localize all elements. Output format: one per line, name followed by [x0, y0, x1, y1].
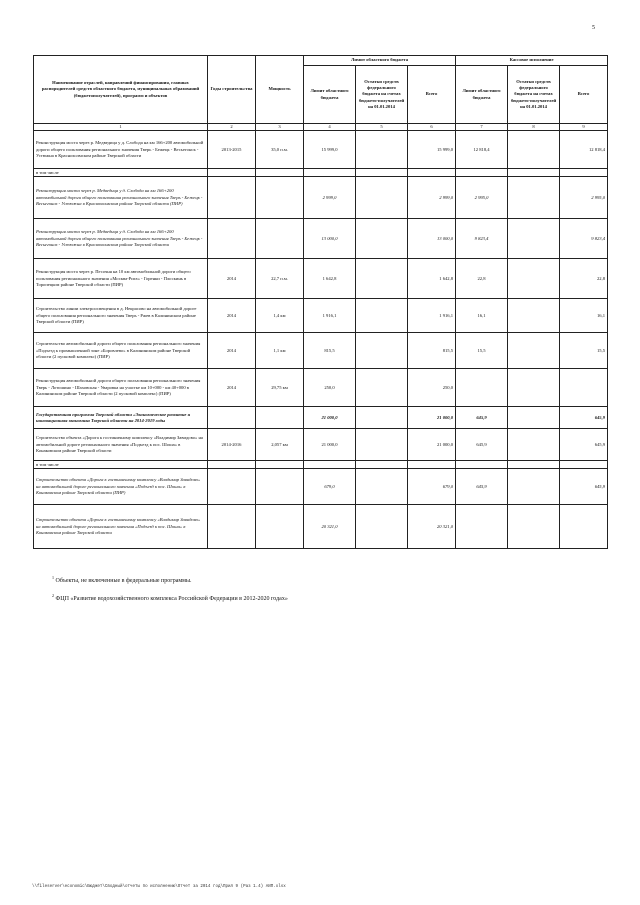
footnote	[52, 574, 288, 585]
cash-total-cell: 9 823,4	[560, 219, 608, 259]
table-row	[34, 429, 608, 461]
table-row	[34, 505, 608, 549]
table-row	[34, 259, 608, 299]
years-cell	[208, 461, 256, 469]
power-cell: 35,0 п.м.	[256, 131, 304, 169]
remains-cell	[356, 219, 408, 259]
footnote-mark: 2	[52, 593, 54, 598]
file-path-footer: \\fileserver\economic\Бюджет\Сводный\отчеты по исполнению\Отчет за 2014 год\Прил 9 (Раз 1.4) АИП.xlsx	[32, 885, 286, 889]
total-cell: 815,5	[408, 333, 456, 369]
header-cash-group: Кассовое исполнение	[456, 56, 608, 66]
footnote	[52, 592, 288, 603]
object-name-cell: Реконструкция моста через р. Медведица у д. Слобода на км 166+200 автомобильной дороги общего пользования регионального значения Тверь - Бежецк - Весьегонск - Устюжна в Краснохолмском районе Тверской области	[34, 219, 208, 259]
cash-limit-cell: 16,1	[456, 299, 508, 333]
table-row	[34, 177, 608, 219]
limit-cell	[304, 169, 356, 177]
column-number-row	[34, 124, 608, 131]
column-number: 8	[508, 124, 560, 131]
cash-total-cell: 15,5	[560, 333, 608, 369]
object-name-cell: Строительство автомобильной дороги общего пользования регионального значения «Подъезд к промышленной зоне «Боровлево» в Калининском районе Тверской области (2 пусковой комплекс) (ПИР)	[34, 333, 208, 369]
footnote-mark: 1	[52, 575, 54, 580]
limit-cell: 815,5	[304, 333, 356, 369]
object-name-cell: Реконструкция моста через р. Песочня на 10 км автомобильной дороги общего пользования регионального значения «Москва-Рига» - Горенки - Плоскинь в Торопецком районе Тверской области (ПИР)	[34, 259, 208, 299]
limit-cell: 15 999,0	[304, 131, 356, 169]
table-row	[34, 407, 608, 429]
limit-cell: 2 999,0	[304, 177, 356, 219]
years-cell: 2014	[208, 369, 256, 407]
cash-remains-cell	[508, 429, 560, 461]
years-cell	[208, 469, 256, 505]
column-number: 4	[304, 124, 356, 131]
table-row	[34, 333, 608, 369]
cash-total-cell	[560, 505, 608, 549]
cash-total-cell: 2 995,0	[560, 177, 608, 219]
remains-cell	[356, 333, 408, 369]
cash-limit-cell: 12 818,4	[456, 131, 508, 169]
remains-cell	[356, 461, 408, 469]
cash-limit-cell	[456, 369, 508, 407]
years-cell	[208, 177, 256, 219]
cash-remains-cell	[508, 505, 560, 549]
object-name-cell: Строительство объекта «Дорога к гостиничному комплексу «Владимир Завидово» на автомобильной дороге регионального значения «Подъезд к пос. Шоша» в Конаковском районе Тверской области (ПИР)	[34, 469, 208, 505]
power-cell	[256, 219, 304, 259]
remains-cell	[356, 169, 408, 177]
years-cell: 2014	[208, 299, 256, 333]
header-years: Годы строительства	[208, 56, 256, 124]
limit-cell: 13 000,0	[304, 219, 356, 259]
total-cell: 13 000,0	[408, 219, 456, 259]
power-cell: 1,1 км	[256, 333, 304, 369]
table-row	[34, 169, 608, 177]
years-cell: 2014-2016	[208, 429, 256, 461]
years-cell	[208, 407, 256, 429]
cash-remains-cell	[508, 131, 560, 169]
cash-limit-cell	[456, 461, 508, 469]
total-cell	[408, 461, 456, 469]
years-cell: 2014	[208, 259, 256, 299]
remains-cell	[356, 407, 408, 429]
limit-cell: 20 321,0	[304, 505, 356, 549]
remains-cell	[356, 299, 408, 333]
remains-cell	[356, 259, 408, 299]
total-cell: 250,0	[408, 369, 456, 407]
column-number: 7	[456, 124, 508, 131]
cash-remains-cell	[508, 259, 560, 299]
cash-remains-cell	[508, 299, 560, 333]
total-cell: 21 000,0	[408, 429, 456, 461]
cash-total-cell	[560, 169, 608, 177]
power-cell: 1,4 км	[256, 299, 304, 333]
cash-limit-cell: 645,9	[456, 429, 508, 461]
object-name-cell: Реконструкция автомобильной дороги общего пользования регионального значения Тверь - Лотошино - Шаховская - Уваровка на участке км 10+000 - км 40+000 в Калининском районе Тверской области (2 пусковой комплекс) (ПИР)	[34, 369, 208, 407]
table-row	[34, 131, 608, 169]
object-name-cell: Государственная программа Тверской области «Экономическое развитие и инновационная экономика Тверской области на 2014-2019 годы	[34, 407, 208, 429]
table-row	[34, 461, 608, 469]
years-cell	[208, 169, 256, 177]
column-number: 2	[208, 124, 256, 131]
remains-cell	[356, 469, 408, 505]
years-cell	[208, 219, 256, 259]
column-number: 5	[356, 124, 408, 131]
cash-limit-cell: 645,9	[456, 469, 508, 505]
power-cell: 29,75 км	[256, 369, 304, 407]
power-cell	[256, 407, 304, 429]
cash-total-cell	[560, 461, 608, 469]
cash-remains-cell	[508, 369, 560, 407]
cash-limit-cell: 15,5	[456, 333, 508, 369]
limit-cell: 1 916,1	[304, 299, 356, 333]
header-limit-obl: Лимит областного бюджета	[304, 66, 356, 124]
years-cell: 2013-2015	[208, 131, 256, 169]
remains-cell	[356, 429, 408, 461]
cash-total-cell	[560, 369, 608, 407]
power-cell: 2,057 км	[256, 429, 304, 461]
header-cash-limit-obl: Лимит областного бюджета	[456, 66, 508, 124]
limit-cell: 21 000,0	[304, 429, 356, 461]
cash-remains-cell	[508, 177, 560, 219]
table-row	[34, 299, 608, 333]
remains-cell	[356, 177, 408, 219]
limit-cell: 1 642,8	[304, 259, 356, 299]
limit-cell: 21 000,0	[304, 407, 356, 429]
total-cell: 1 642,8	[408, 259, 456, 299]
cash-remains-cell	[508, 219, 560, 259]
cash-total-cell: 645,9	[560, 469, 608, 505]
years-cell: 2014	[208, 333, 256, 369]
cash-limit-cell	[456, 169, 508, 177]
header-cash-total: Всего	[560, 66, 608, 124]
total-cell: 1 916,1	[408, 299, 456, 333]
cash-limit-cell: 2 995,0	[456, 177, 508, 219]
years-cell	[208, 505, 256, 549]
limit-cell	[304, 461, 356, 469]
power-cell	[256, 169, 304, 177]
cash-total-cell: 645,9	[560, 429, 608, 461]
investment-table	[33, 55, 608, 549]
header-name: Наименование отраслей, направлений финансирования, главных распорядителей средств областного бюджета, муниципальных образований (бюджетополучателей), программ и объектов	[34, 56, 208, 124]
header-power: Мощность	[256, 56, 304, 124]
footnote-text: ФЦП «Развитие водохозяйственного комплекса Российской Федерации в 2012-2020 годах»	[55, 596, 288, 602]
limit-cell: 250,0	[304, 369, 356, 407]
footnotes	[52, 574, 288, 603]
column-number: 9	[560, 124, 608, 131]
object-name-cell: Строительство объекта «Дорога к гостиничному комплексу «Владимир Завидово» на автомобильной дороге регионального значения «Подъезд к пос. Шоша» в Конаковском районе Тверской области	[34, 505, 208, 549]
total-cell: 2 999,0	[408, 177, 456, 219]
power-cell	[256, 461, 304, 469]
table-row	[34, 219, 608, 259]
header-remains-fed: Остатки средств федерального бюджета на счетах бюджето-получателей на 01.01.2014	[356, 66, 408, 124]
cash-limit-cell: 645,9	[456, 407, 508, 429]
object-name-cell: Реконструкция моста через р. Медведица у д. Слобода на км 166+200 автомобильной дороги общего пользования регионального значения Тверь - Бежецк - Весьегонск - Устюжна в Краснохолмском районе Тверской области	[34, 131, 208, 169]
column-number: 1	[34, 124, 208, 131]
table-row	[34, 369, 608, 407]
object-name-cell: в том числе	[34, 461, 208, 469]
header-total: Всего	[408, 66, 456, 124]
cash-total-cell: 645,9	[560, 407, 608, 429]
power-cell	[256, 505, 304, 549]
remains-cell	[356, 505, 408, 549]
cash-remains-cell	[508, 333, 560, 369]
power-cell	[256, 469, 304, 505]
cash-remains-cell	[508, 407, 560, 429]
cash-remains-cell	[508, 461, 560, 469]
cash-remains-cell	[508, 469, 560, 505]
remains-cell	[356, 369, 408, 407]
remains-cell	[356, 131, 408, 169]
limit-cell: 679,0	[304, 469, 356, 505]
column-number: 6	[408, 124, 456, 131]
column-number: 3	[256, 124, 304, 131]
header-limit-group: Лимит областного бюджета	[304, 56, 456, 66]
total-cell: 679,0	[408, 469, 456, 505]
cash-total-cell: 16,1	[560, 299, 608, 333]
total-cell: 21 000,0	[408, 407, 456, 429]
page-number: 5	[592, 25, 595, 31]
table-row	[34, 469, 608, 505]
header-cash-remains-fed: Остатки средств федерального бюджета на счетах бюджето-получателей на 01.01.2014	[508, 66, 560, 124]
total-cell: 15 999,0	[408, 131, 456, 169]
total-cell	[408, 169, 456, 177]
cash-remains-cell	[508, 169, 560, 177]
cash-limit-cell: 9 823,4	[456, 219, 508, 259]
cash-limit-cell: 22,8	[456, 259, 508, 299]
total-cell: 20 321,0	[408, 505, 456, 549]
power-cell: 22,7 п.м.	[256, 259, 304, 299]
object-name-cell: Строительство объекта «Дорога к гостиничному комплексу «Владимир Завидово» на автомобильной дороге регионального значения «Подъезд к пос. Шоша» в Конаковском районе Тверской области	[34, 429, 208, 461]
power-cell	[256, 177, 304, 219]
cash-total-cell: 12 818,4	[560, 131, 608, 169]
object-name-cell: Строительство линии электроосвещения в д. Некрасово на автомобильной дороге общего пользования регионального значения Тверь - Ржев в Калининском районе Тверской области (ПИР)	[34, 299, 208, 333]
object-name-cell: Реконструкция моста через р. Медведица у д. Слобода на км 166+200 автомобильной дороги общего пользования регионального значения Тверь - Бежецк - Весьегонск - Устюжна в Краснохолмском районе Тверской области (ПИР)	[34, 177, 208, 219]
cash-limit-cell	[456, 505, 508, 549]
cash-total-cell: 22,8	[560, 259, 608, 299]
object-name-cell: в том числе	[34, 169, 208, 177]
footnote-text: Объекты, не включенные в федеральные программы.	[55, 578, 192, 584]
